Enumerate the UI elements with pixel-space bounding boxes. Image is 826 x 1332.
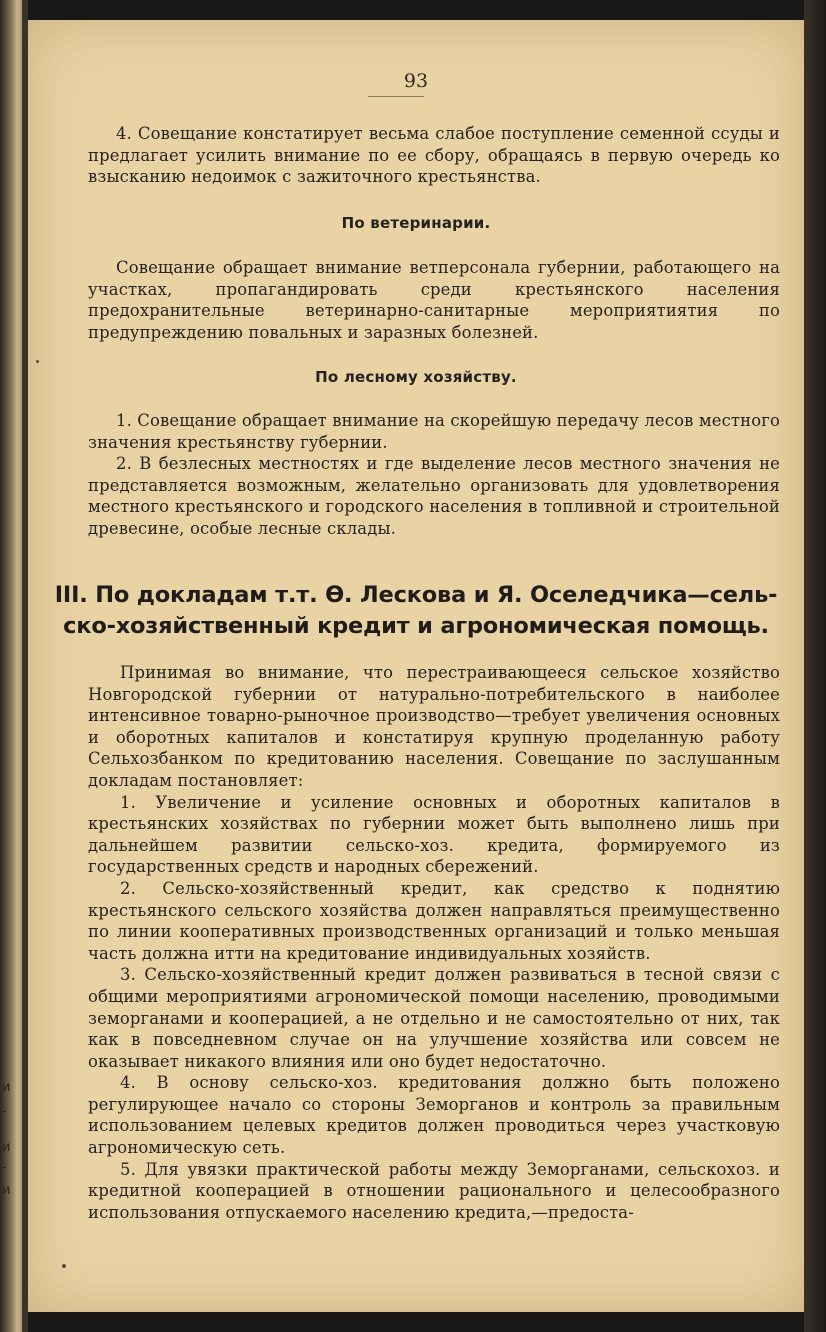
page-number-rule bbox=[368, 96, 424, 97]
margin-mark: и bbox=[2, 1140, 11, 1155]
list-item: 1. Совещание обращает внимание на скорейшую передачу лесов местного значения крестьянству губернии. bbox=[88, 411, 780, 452]
section-heading-line: ско-хозяйственный кредит и агрономическая помощь. bbox=[63, 613, 769, 639]
book-edge-right bbox=[804, 0, 826, 1332]
list-item: 3. Сельско-хозяйственный кредит должен развиваться в тесной связи с общими мероприятиями агрономической помощи населению, проводимыми земорганами и кооперацией, а не отдельно и не самостоятельно от них, так как в повседневном случае он на улучшение хозяйства или совсем не оказывает никакого влияния или оно будет недостаточно. bbox=[88, 965, 780, 1071]
ink-speck bbox=[62, 1264, 66, 1268]
paragraph-veterinary bbox=[88, 257, 780, 343]
section-body bbox=[88, 662, 780, 1223]
margin-mark: - bbox=[2, 1104, 7, 1119]
document-page bbox=[28, 20, 804, 1312]
ink-speck bbox=[36, 360, 39, 363]
list-item: 2. В безлесных местностях и где выделение лесов местного значения не представляется возможным, желательно организовать для удовлетворения местного крестьянского и городского населения в топливной и строительной древесине, особые лесные склады. bbox=[88, 454, 780, 538]
paragraph-intro: Принимая во внимание, что перестраивающееся сельское хозяйство Новгородской губернии от натурально-потребительского в наиболее интенсивное товарно-рыночное производство—требует увеличения основных и оборотных капиталов и констатируя крупную проделанную работу Сельхозбанком по кредитованию населения. Совещание по заслушанным докладам постановляет: bbox=[88, 663, 780, 790]
list-item: 1. Увеличение и усиление основных и оборотных капиталов в крестьянских хозяйствах по губернии может быть выполнено лишь при дальнейшем развитии сельско-хоз. кредита, формируемого из государственных средств и народных сбережений. bbox=[88, 792, 780, 877]
list-item: 5. Для увязки практической работы между Земорганами, сельскохоз. и кредитной кооперацией в отношении рационального и целесообразного использования отпускаемого населению кредита,—предоста- bbox=[88, 1159, 780, 1222]
margin-mark: и bbox=[2, 1080, 11, 1095]
subheading-veterinary: По ветеринарии. bbox=[341, 214, 491, 232]
margin-mark: и bbox=[2, 1183, 11, 1198]
paragraph-seed-loan bbox=[88, 123, 780, 188]
book-spine-left bbox=[0, 0, 22, 1332]
list-item: 4. В основу сельско-хоз. кредитования должно быть положено регулирующее начало со стороны Земорганов и контроль за правильным использованием целевых кредитов должен проводиться через участковую агрономическую сеть. bbox=[88, 1073, 780, 1158]
paragraph: Совещание обращает внимание ветперсонала губернии, работающего на участках, пропагандировать среди крестьянского населения предохранительные ветеринарно-санитарные мероприятиятия по предупреждению повальных и заразных болезней. bbox=[88, 258, 780, 342]
forestry-list bbox=[88, 410, 780, 540]
margin-mark: - bbox=[2, 1160, 7, 1175]
section-heading-line: III. По докладам т.т. Ѳ. Лескова и Я. Оселедчика—сель- bbox=[54, 582, 778, 608]
paragraph: 4. Совещание констатирует весьма слабое поступление семенной ссуды и предлагает усилить внимание по ее сбору, обращаясь в первую очередь ко взысканию недоимок с зажиточного крестьянства. bbox=[88, 124, 780, 187]
subheading-forestry: По лесному хозяйству. bbox=[315, 368, 517, 386]
page-number: 93 bbox=[403, 70, 429, 92]
section-heading bbox=[28, 580, 804, 642]
list-item: 2. Сельско-хозяйственный кредит, как средство к поднятию крестьянского сельского хозяйства должен направляться преимущественно по линии кооперативных производственных организаций и только меньшая часть должна итти на кредитование индивидуальных хозяйств. bbox=[88, 878, 780, 963]
